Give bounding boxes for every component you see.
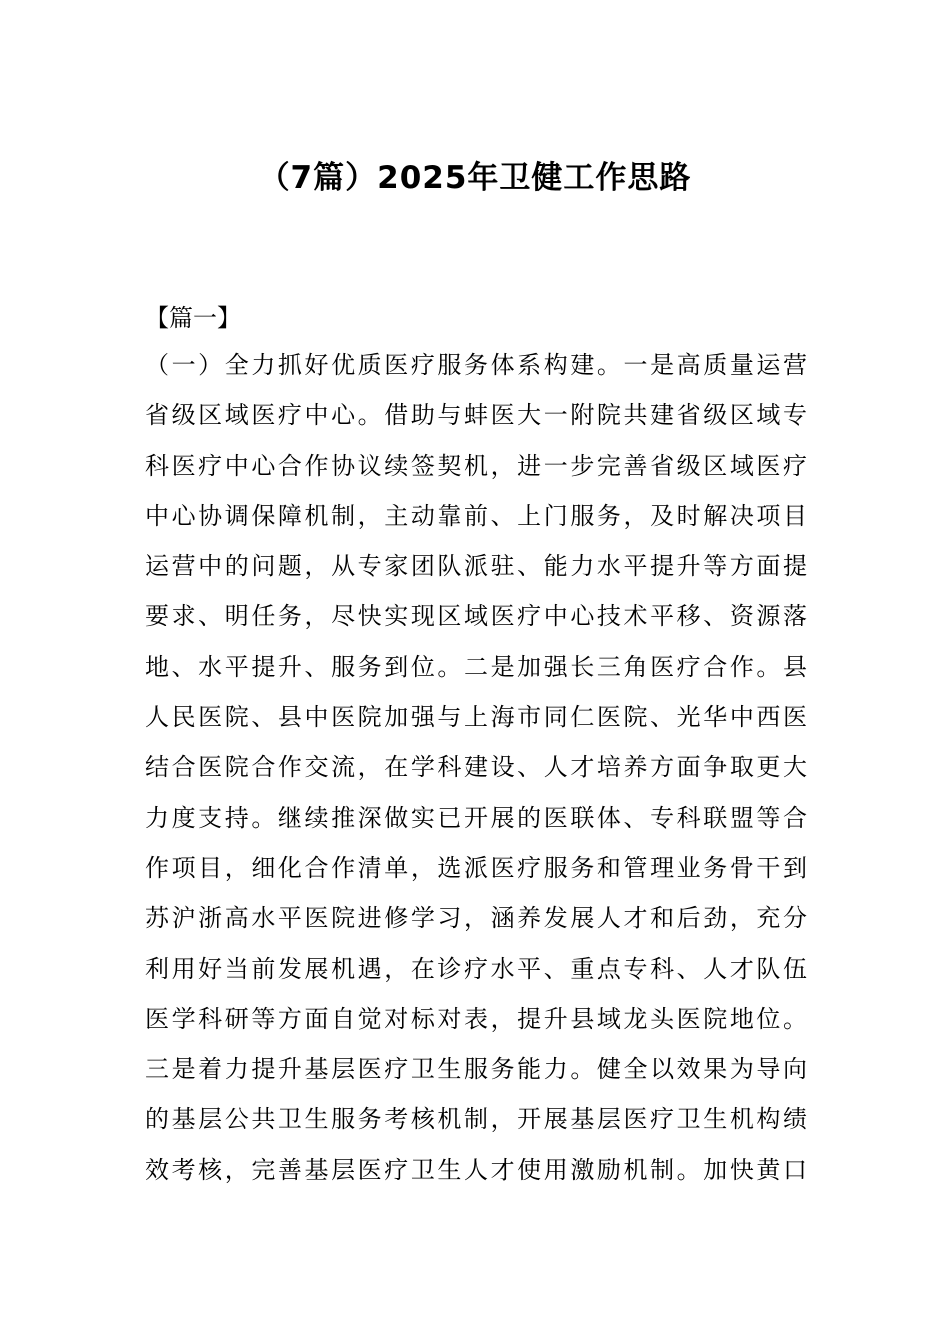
paragraph-line: 利用好当前发展机遇，在诊疗水平、重点专科、人才队伍 [145,954,807,983]
paragraph-line: 医学科研等方面自觉对标对表，提升县域龙头医院地位。 [145,1004,807,1033]
paragraph-line: 结合医院合作交流，在学科建设、人才培养方面争取更大 [145,753,807,782]
paragraph-line: 效考核，完善基层医疗卫生人才使用激励机制。加快黄口 [145,1155,807,1184]
paragraph-line: 力度支持。继续推深做实已开展的医联体、专科联盟等合 [145,803,807,832]
paragraph-line: 三是着力提升基层医疗卫生服务能力。健全以效果为导向 [145,1055,807,1084]
paragraph-line: 地、水平提升、服务到位。二是加强长三角医疗合作。县 [145,652,807,681]
paragraph-line: 苏沪浙高水平医院进修学习，涵养发展人才和后劲，充分 [145,904,807,933]
paragraph-line: 省级区域医疗中心。借助与蚌医大一附院共建省级区域专 [145,401,807,430]
paragraph-line: 要求、明任务，尽快实现区域医疗中心技术平移、资源落 [145,602,807,631]
body-paragraph [145,340,807,1195]
document-title: （7篇）2025年卫健工作思路 [258,160,692,196]
paragraph-line: 科医疗中心合作协议续签契机，进一步完善省级区域医疗 [145,451,807,480]
paragraph-line: 作项目，细化合作清单，选派医疗服务和管理业务骨干到 [145,853,807,882]
paragraph-line: 中心协调保障机制，主动靠前、上门服务，及时解决项目 [145,501,807,530]
paragraph-line: 运营中的问题，从专家团队派驻、能力水平提升等方面提 [145,552,807,581]
section-label: 【篇一】 [145,304,241,332]
paragraph-line: （一）全力抓好优质医疗服务体系构建。一是高质量运营 [145,351,807,379]
paragraph-line: 人民医院、县中医院加强与上海市同仁医院、光华中西医 [145,703,807,732]
paragraph-line: 的基层公共卫生服务考核机制，开展基层医疗卫生机构绩 [145,1105,807,1134]
